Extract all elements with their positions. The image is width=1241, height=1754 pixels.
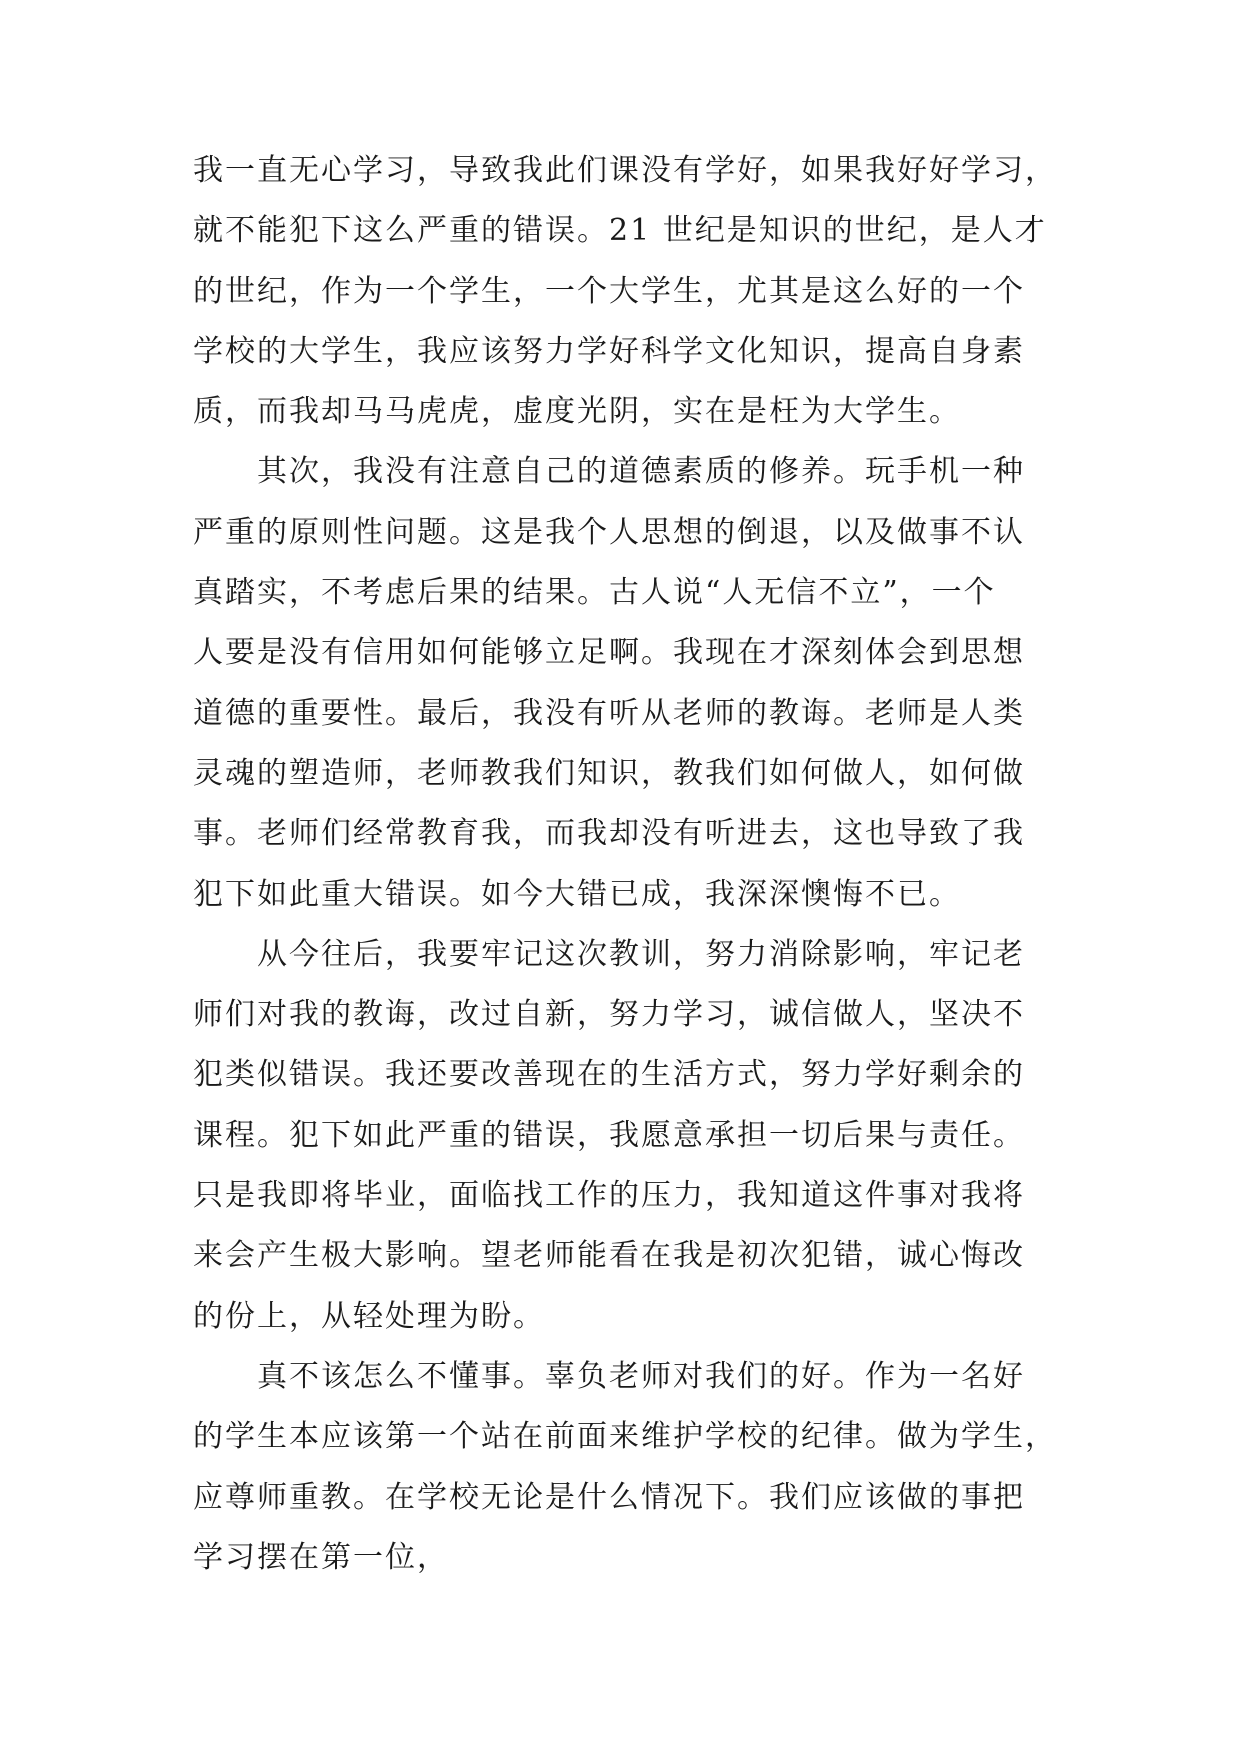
text-line: 事。老师们经常教育我，而我却没有听进去，这也导致了我	[193, 816, 1025, 852]
text-line: 课程。犯下如此严重的错误，我愿意承担一切后果与责任。	[193, 1117, 1025, 1153]
text-line: 只是我即将毕业，面临找工作的压力，我知道这件事对我将	[193, 1178, 1025, 1214]
text-line: 道德的重要性。最后，我没有听从老师的教诲。老师是人类	[193, 695, 1025, 731]
text-line: 的学生本应该第一个站在前面来维护学校的纪律。做为学生，	[193, 1419, 1057, 1455]
text-line: 学习摆在第一位，	[193, 1539, 449, 1575]
document-body	[193, 141, 1063, 1588]
text-line: 就不能犯下这么严重的错误。21 世纪是知识的世纪，是人才	[193, 213, 1047, 249]
text-line: 学校的大学生，我应该努力学好科学文化知识，提高自身素	[193, 333, 1025, 369]
text-line-first: 其次，我没有注意自己的道德素质的修养。玩手机一种	[257, 454, 1025, 490]
paragraph-3	[193, 925, 1063, 1347]
paragraph-1	[193, 141, 1063, 442]
text-line: 灵魂的塑造师，老师教我们知识，教我们如何做人，如何做	[193, 755, 1025, 791]
text-line-first: 从今往后，我要牢记这次教训，努力消除影响，牢记老	[257, 936, 1025, 972]
text-line: 的份上，从轻处理为盼。	[193, 1298, 545, 1334]
text-line: 严重的原则性问题。这是我个人思想的倒退，以及做事不认	[193, 514, 1025, 550]
text-line: 来会产生极大影响。望老师能看在我是初次犯错，诚心悔改	[193, 1238, 1025, 1274]
paragraph-4	[193, 1347, 1063, 1588]
text-line: 真踏实，不考虑后果的结果。古人说“人无信不立”，一个	[193, 575, 996, 611]
text-line: 质，而我却马马虎虎，虚度光阴，实在是枉为大学生。	[193, 394, 961, 430]
paragraph-2	[193, 442, 1063, 924]
text-line: 的世纪，作为一个学生，一个大学生，尤其是这么好的一个	[193, 273, 1025, 309]
text-line: 应尊师重教。在学校无论是什么情况下。我们应该做的事把	[193, 1479, 1025, 1515]
text-line-first: 真不该怎么不懂事。辜负老师对我们的好。作为一名好	[257, 1358, 1025, 1394]
text-line: 师们对我的教诲，改过自新，努力学习，诚信做人，坚决不	[193, 997, 1025, 1033]
text-line: 人要是没有信用如何能够立足啊。我现在才深刻体会到思想	[193, 635, 1025, 671]
text-line: 我一直无心学习，导致我此们课没有学好，如果我好好学习，	[193, 153, 1057, 188]
text-line: 犯类似错误。我还要改善现在的生活方式，努力学好剩余的	[193, 1057, 1025, 1093]
text-line: 犯下如此重大错误。如今大错已成，我深深懊悔不已。	[193, 876, 961, 912]
